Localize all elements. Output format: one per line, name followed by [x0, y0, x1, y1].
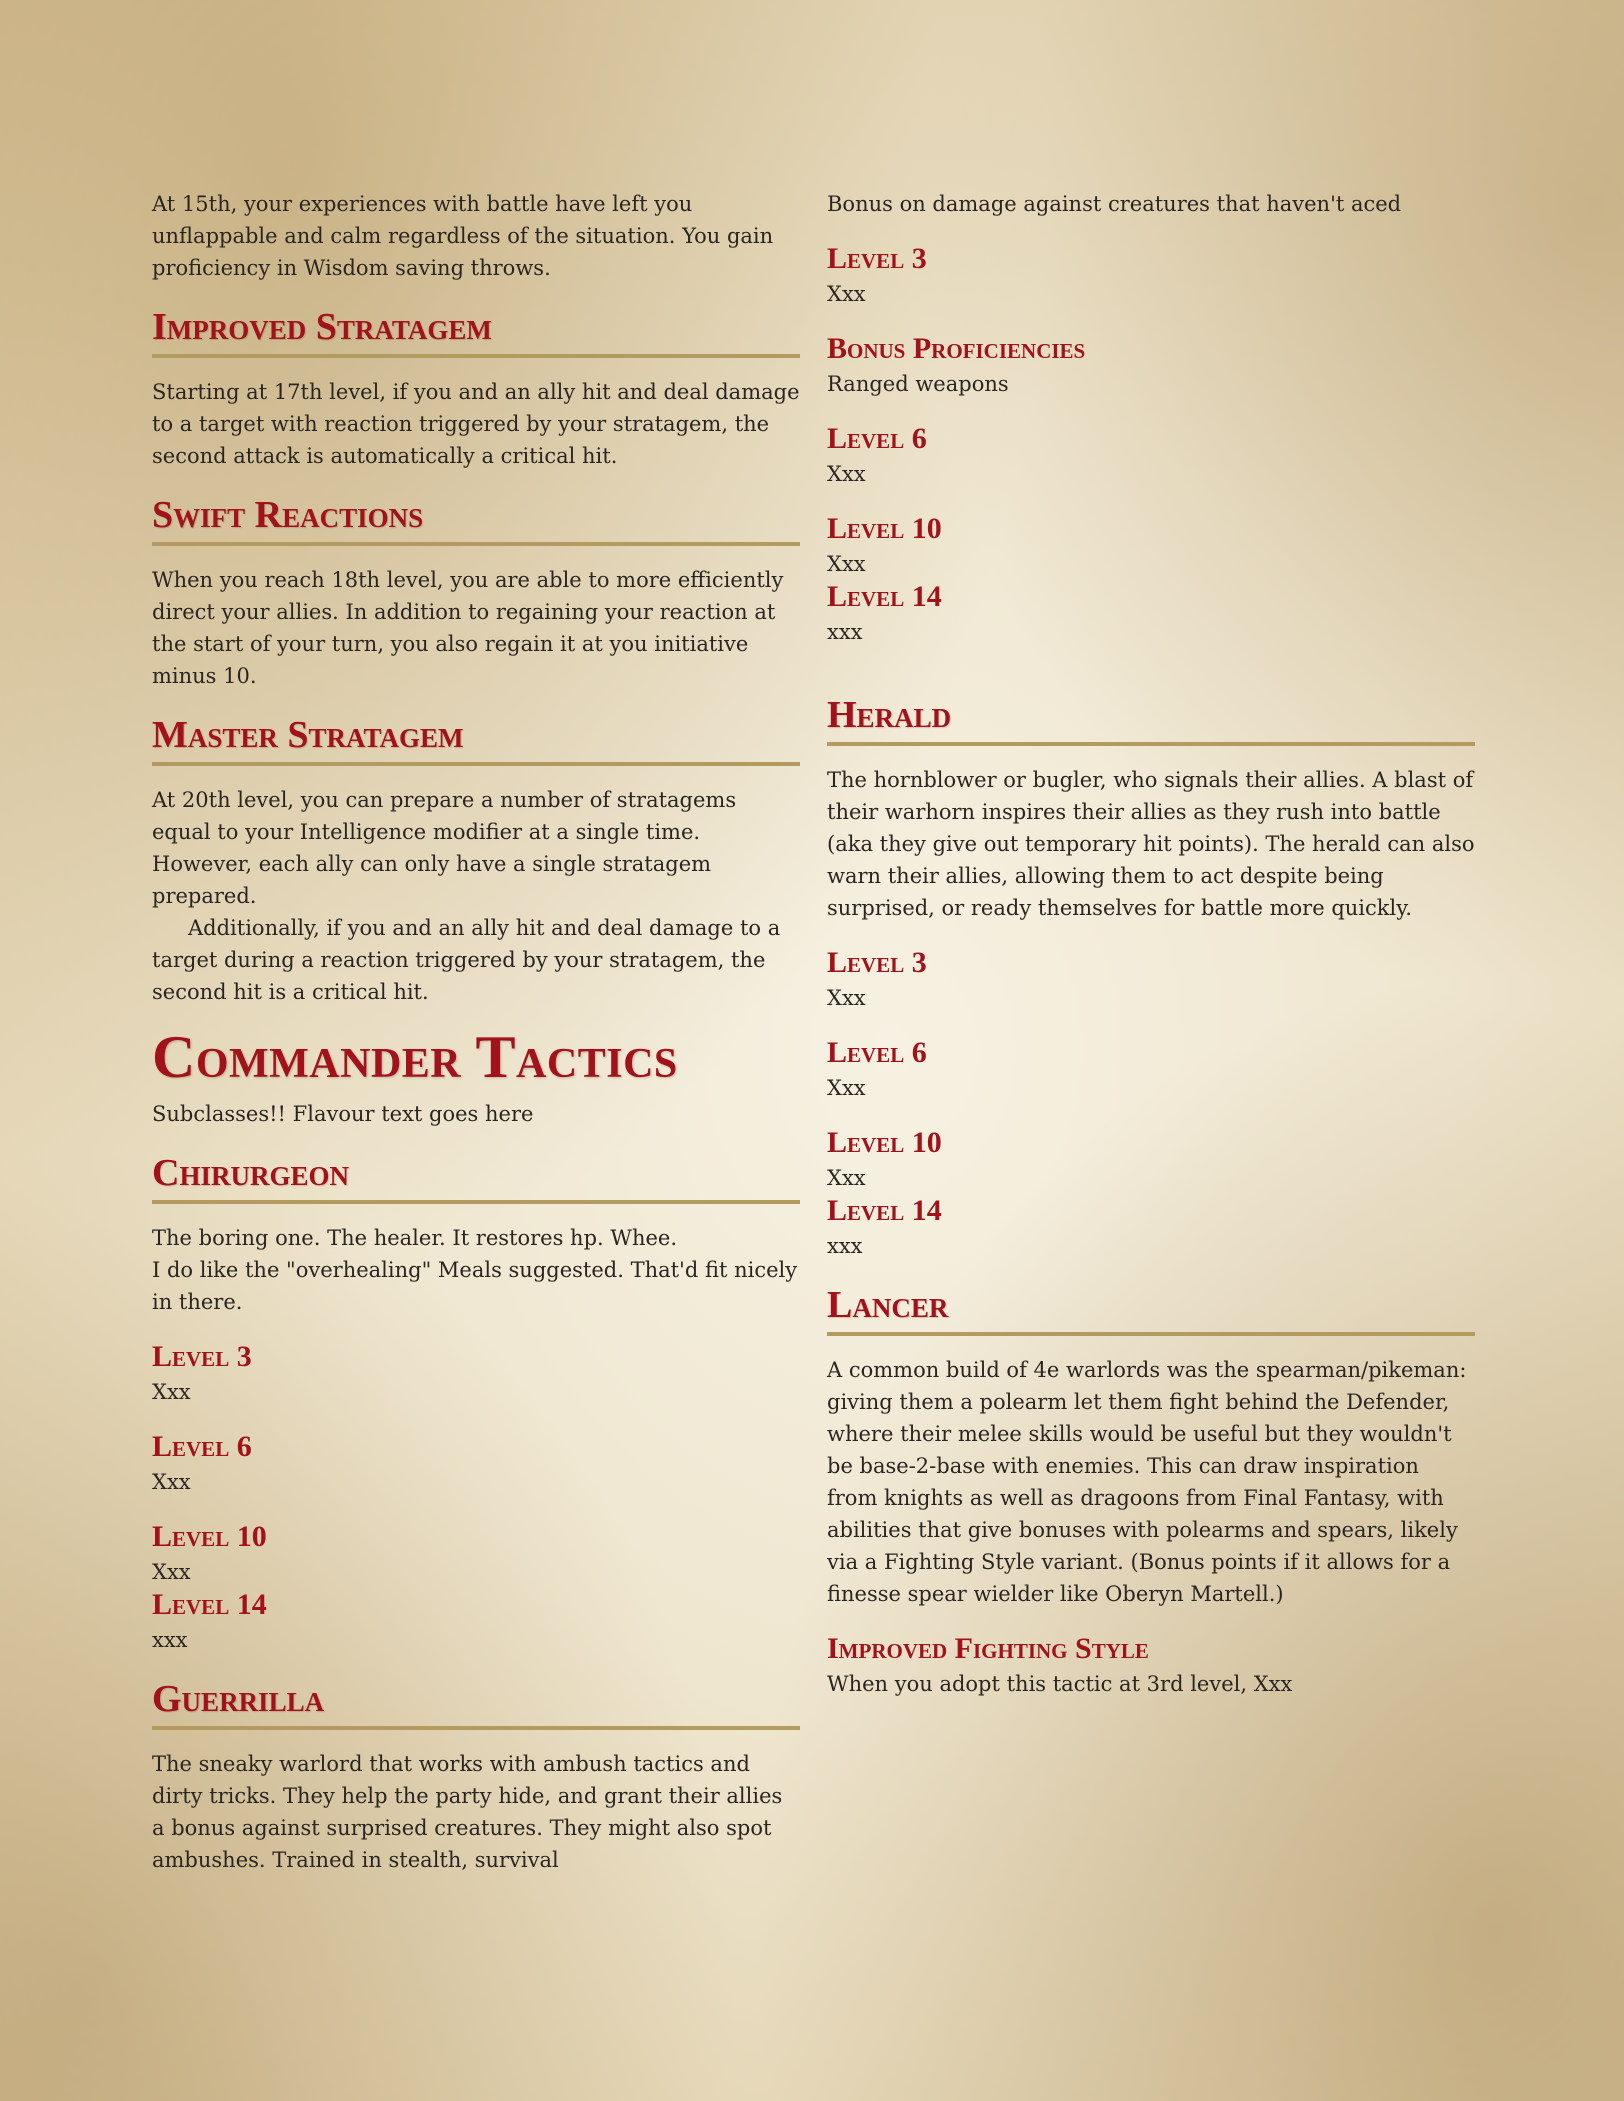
herald-text: The hornblower or bugler, who signals their allies. A blast of their warhorn inspires their allies as they rush into battle (aka they give out temporary hit points). The herald can also warn their allies, allowing them to act despite being surprised, or ready themselves for battle more quickly.: [827, 768, 1475, 920]
heading-herald: Herald: [827, 694, 1475, 746]
herald-level-10-text: Xxx: [827, 1166, 866, 1190]
spacer: [827, 648, 1475, 682]
level-14-text: xxx: [827, 620, 863, 644]
chirurgeon-level-3-text: Xxx: [152, 1380, 191, 1404]
level-10-heading: Level 10: [827, 512, 942, 545]
herald-level-3-text: Xxx: [827, 986, 866, 1010]
chapter-title-commander-tactics: Commander Tactics: [152, 1024, 678, 1090]
chirurgeon-level-10-text: Xxx: [152, 1560, 191, 1584]
left-column: [152, 188, 800, 1876]
heading-chirurgeon: Chirurgeon: [152, 1152, 800, 1204]
chirurgeon-line-1: The boring one. The healer. It restores hp. Whee.: [152, 1226, 678, 1250]
bonus-proficiencies-heading: Bonus Proficiencies: [827, 332, 1086, 365]
chirurgeon-line-2: I do like the "overhealing" Meals suggested. That'd fit nicely in there.: [152, 1258, 798, 1314]
lancer-text: A common build of 4e warlords was the spearman/pikeman: giving them a polearm let them fight behind the Defender, where their melee skills would be useful but they wouldn't be base-2-base with enemies. This can draw inspiration from knights as well as dragoons from Final Fantasy, with abilities that give bonuses with polearms and spears, likely via a Fighting Style variant. (Bonus points if it allows for a finesse spear wielder like Oberyn Martell.): [827, 1358, 1467, 1606]
heading-master-stratagem: Master Stratagem: [152, 714, 800, 766]
master-stratagem-text-1: At 20th level, you can prepare a number of stratagems equal to your Intelligence modifier at a single time. However, each ally can only have a single stratagem prepared.: [152, 788, 737, 908]
herald-level-6-heading: Level 6: [827, 1036, 927, 1069]
level-3-heading: Level 3: [827, 242, 927, 275]
herald-level-3-heading: Level 3: [827, 946, 927, 979]
improved-stratagem-text: Starting at 17th level, if you and an ally hit and deal damage to a target with reaction triggered by your stratagem, the second attack is automatically a critical hit.: [152, 380, 800, 468]
chirurgeon-level-14-text: xxx: [152, 1628, 188, 1652]
guerrilla-text: The sneaky warlord that works with ambush tactics and dirty tricks. They help the party hide, and grant their allies a bonus against surprised creatures. They might also spot ambushes. Trained in stealth, survival: [152, 1752, 783, 1872]
bonus-proficiencies-text: Ranged weapons: [827, 372, 1009, 396]
heading-guerrilla: Guerrilla: [152, 1678, 800, 1730]
herald-level-6-text: Xxx: [827, 1076, 866, 1100]
right-intro-paragraph: Bonus on damage against creatures that haven't aced: [827, 192, 1402, 216]
chirurgeon-level-10-heading: Level 10: [152, 1520, 267, 1553]
heading-swift-reactions: Swift Reactions: [152, 494, 800, 546]
herald-level-14-text: xxx: [827, 1234, 863, 1258]
level-6-heading: Level 6: [827, 422, 927, 455]
heading-improved-stratagem: Improved Stratagem: [152, 306, 800, 358]
heading-lancer: Lancer: [827, 1284, 1475, 1336]
herald-level-14-heading: Level 14: [827, 1194, 942, 1227]
swift-reactions-text: When you reach 18th level, you are able to more efficiently direct your allies. In addition to regaining your reaction at the start of your turn, you also regain it at you initiative minus 10.: [152, 568, 784, 688]
chirurgeon-level-6-text: Xxx: [152, 1470, 191, 1494]
right-column: [827, 188, 1475, 1700]
chirurgeon-level-6-heading: Level 6: [152, 1430, 252, 1463]
level-6-text: Xxx: [827, 462, 866, 486]
improved-fighting-style-text: When you adopt this tactic at 3rd level, Xxx: [827, 1672, 1293, 1696]
level-14-heading: Level 14: [827, 580, 942, 613]
improved-fighting-style-heading: Improved Fighting Style: [827, 1632, 1149, 1665]
intro-paragraph: At 15th, your experiences with battle have left you unflappable and calm regardless of the situation. You gain proficiency in Wisdom saving throws.: [152, 192, 774, 280]
chirurgeon-level-14-heading: Level 14: [152, 1588, 267, 1621]
level-10-text: Xxx: [827, 552, 866, 576]
herald-level-10-heading: Level 10: [827, 1126, 942, 1159]
commander-tactics-text: Subclasses!! Flavour text goes here: [152, 1102, 534, 1126]
chirurgeon-level-3-heading: Level 3: [152, 1340, 252, 1373]
master-stratagem-text-2: Additionally, if you and an ally hit and deal damage to a target during a reaction triggered by your stratagem, the second hit is a critical hit.: [152, 916, 781, 1004]
level-3-text: Xxx: [827, 282, 866, 306]
